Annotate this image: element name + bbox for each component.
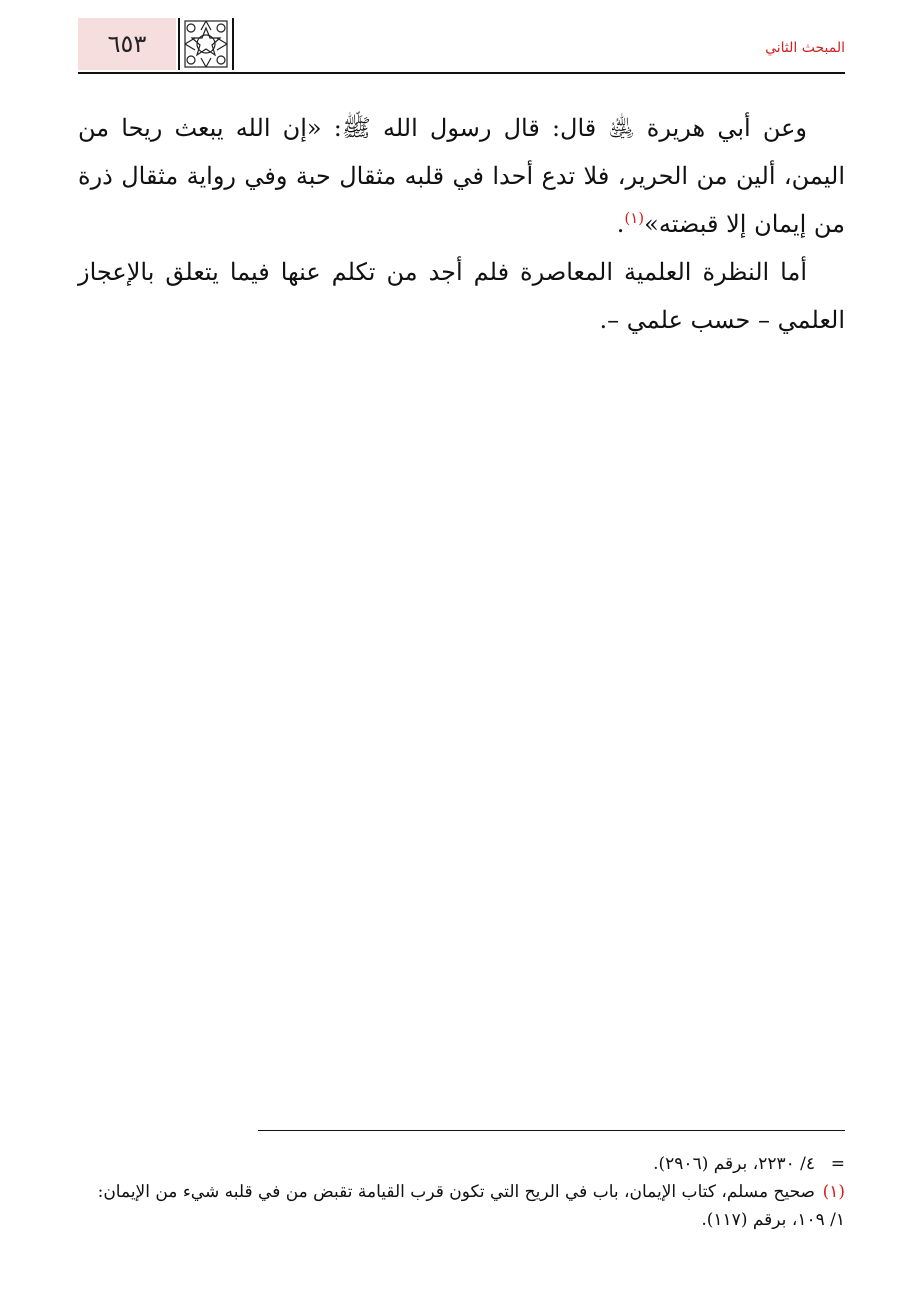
paragraph bbox=[78, 104, 845, 248]
footnote-text: صحيح مسلم، كتاب الإيمان، باب في الريح التي تكون قرب القيامة تقبض من في قلبه شيء من الإيمان: ١/ ١٠٩، برقم (١١٧). bbox=[97, 1182, 845, 1230]
hadith-text: وعن أبي هريرة ﵁ قال: قال رسول الله ﷺ: «إن الله يبعث ريحا من اليمن، ألين من الحرير، فلا تدع أحدا في قلبه مثقال حبة وفي رواية مثقال ذرة من إيمان إلا قبضته» bbox=[78, 114, 845, 238]
page-header bbox=[78, 18, 845, 74]
paragraph-end: . bbox=[616, 210, 625, 238]
continuation-mark: = bbox=[830, 1154, 845, 1174]
page-number: ٦٥٣ bbox=[78, 18, 176, 70]
footnotes bbox=[78, 1150, 845, 1234]
paragraph: أما النظرة العلمية المعاصرة فلم أجد من تكلم عنها فيما يتعلق بالإعجاز العلمي – حسب علمي –. bbox=[78, 258, 845, 334]
footnote-ref[interactable]: (١) bbox=[624, 209, 645, 227]
footnote-1 bbox=[78, 1178, 845, 1234]
main-text bbox=[78, 104, 845, 344]
footnote-number: (١) bbox=[822, 1182, 845, 1202]
footnote-divider bbox=[258, 1130, 845, 1131]
footnote-continuation bbox=[78, 1150, 845, 1178]
header-divider bbox=[78, 72, 845, 74]
section-title: المبحث الثاني bbox=[765, 40, 845, 56]
ornament-icon bbox=[177, 18, 235, 70]
footnote-text: ٤/ ٢٢٣٠، برقم (٢٩٠٦). bbox=[653, 1154, 815, 1174]
